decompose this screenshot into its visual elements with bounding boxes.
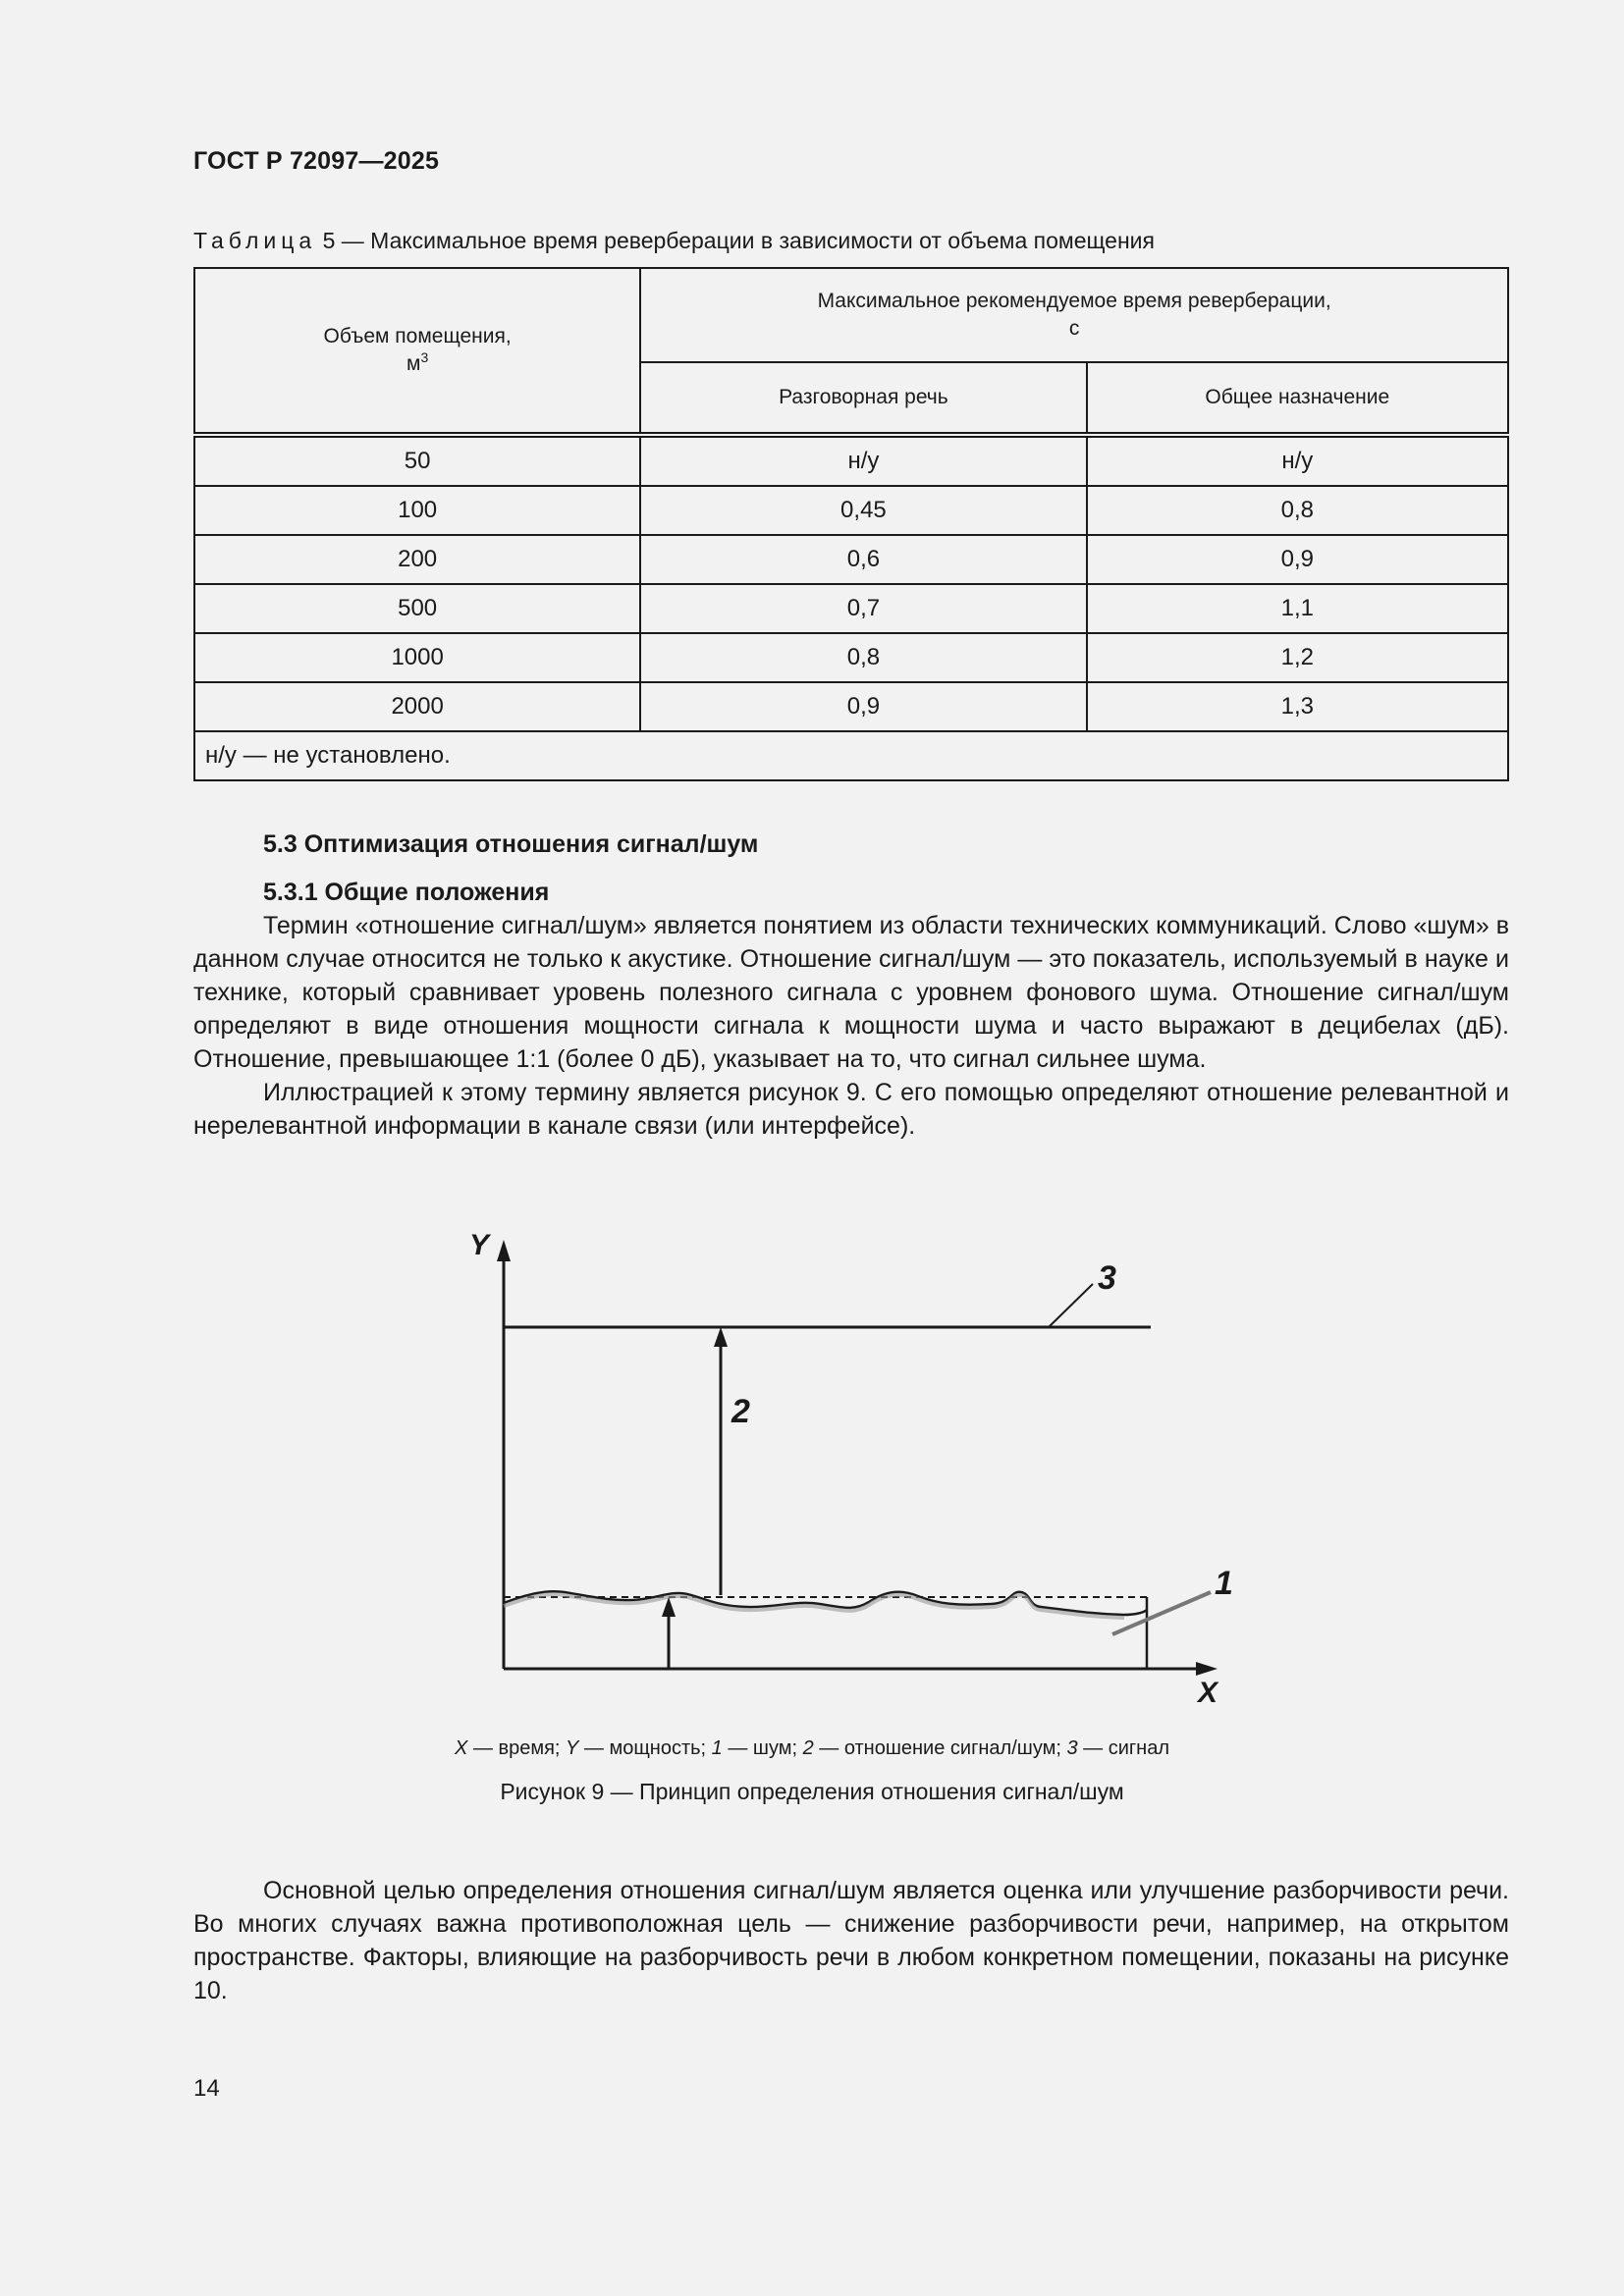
noise-leader-line <box>1112 1592 1211 1634</box>
cell-volume: 500 <box>194 584 640 633</box>
cell-volume: 1000 <box>194 633 640 682</box>
paragraph-figure-reference: Иллюстрацией к этому термину является рисунок 9. С его помощью определяют отношение релевантной и нерелевантной информации в канале связи (или интерфейсе). <box>193 1079 1509 1140</box>
table-note: н/у — не установлено. <box>194 731 1508 780</box>
figure-legend <box>0 1737 1624 1760</box>
cell-general: 1,3 <box>1087 682 1508 731</box>
closing-paragraph-block <box>193 1874 1509 2007</box>
legend-3-desc: — сигнал <box>1077 1737 1169 1759</box>
paragraph-snr-definition: Термин «отношение сигнал/шум» является понятием из области технических коммуникаций. Слово «шум» в данном случае относится не только к акустике. Отношение сигнал/шум — это показатель, используемый в науке и технике, который сравнивает уровень полезного сигнала с уровнем фонового шума. Отношение сигнал/шум определяют в виде отношения мощности сигнала к мощности шума и часто выражают в децибелах (дБ). Отношение, превышающее 1:1 (более 0 дБ), указывает на то, что сигнал сильнее шума. <box>193 912 1509 1073</box>
cell-volume: 2000 <box>194 682 640 731</box>
label-noise: 1 <box>1215 1565 1233 1602</box>
table-caption-text: 5 — Максимальное время реверберации в зависимости от объема помещения <box>316 228 1155 253</box>
section-title: 5.3 Оптимизация отношения сигнал/шум <box>263 830 759 858</box>
noise-level-arrowhead <box>662 1597 676 1617</box>
cell-volume: 100 <box>194 486 640 535</box>
x-axis-arrowhead <box>1196 1662 1218 1676</box>
unit-base: м <box>406 352 421 375</box>
legend-3-symbol: 3 <box>1066 1737 1078 1759</box>
document-id-header: ГОСТ Р 72097—2025 <box>193 147 440 175</box>
legend-2-desc: — отношение сигнал/шум; <box>813 1737 1067 1759</box>
legend-x-symbol: X <box>454 1737 468 1759</box>
cell-speech: 0,6 <box>640 535 1086 584</box>
legend-y-symbol: Y <box>566 1737 579 1759</box>
x-axis-label: X <box>1198 1677 1218 1709</box>
cell-general: 1,2 <box>1087 633 1508 682</box>
cell-general: 0,9 <box>1087 535 1508 584</box>
cell-speech: 0,7 <box>640 584 1086 633</box>
cell-general: 1,1 <box>1087 584 1508 633</box>
header-room-volume-label: Объем помещения, <box>323 325 512 347</box>
unit-exponent: 3 <box>420 349 429 365</box>
legend-x-desc: — время; <box>467 1737 567 1759</box>
legend-2-symbol: 2 <box>802 1737 814 1759</box>
cell-general: 0,8 <box>1087 486 1508 535</box>
legend-1-desc: — шум; <box>722 1737 803 1759</box>
cell-general: н/у <box>1087 435 1508 486</box>
header-speech: Разговорная речь <box>640 362 1086 435</box>
label-snr: 2 <box>731 1393 750 1430</box>
cell-speech: н/у <box>640 435 1086 486</box>
subsection-title: 5.3.1 Общие положения <box>263 879 550 906</box>
label-signal: 3 <box>1098 1259 1116 1297</box>
cell-speech: 0,45 <box>640 486 1086 535</box>
cell-speech: 0,8 <box>640 633 1086 682</box>
header-general-purpose: Общее назначение <box>1087 362 1508 435</box>
signal-leader-line <box>1049 1284 1093 1327</box>
header-max-reverb-time-label: Максимальное рекомендуемое время реверберации, <box>817 290 1331 312</box>
y-axis-label: Y <box>469 1229 490 1261</box>
snr-arrowhead <box>714 1327 728 1347</box>
y-axis-arrowhead <box>497 1240 511 1261</box>
legend-1-symbol: 1 <box>711 1737 723 1759</box>
header-max-reverb-time-unit: с <box>1068 317 1080 340</box>
figure-caption: Рисунок 9 — Принцип определения отношения сигнал/шум <box>500 1779 1124 1804</box>
legend-y-desc: — мощность; <box>578 1737 712 1759</box>
cell-volume: 200 <box>194 535 640 584</box>
cell-volume: 50 <box>194 435 640 486</box>
page-number: 14 <box>193 2075 220 2102</box>
paragraph-intelligibility: Основной целью определения отношения сигнал/шум является оценка или улучшение разборчивости речи. Во многих случаях важна противоположная цель — снижение разборчивости речи, например, на открытом пространстве. Факторы, влияющие на разборчивость речи в любом конкретном помещении, показаны на рисунке 10. <box>193 1877 1509 2004</box>
table-caption-label: Таблица <box>193 228 317 253</box>
cell-speech: 0,9 <box>640 682 1086 731</box>
